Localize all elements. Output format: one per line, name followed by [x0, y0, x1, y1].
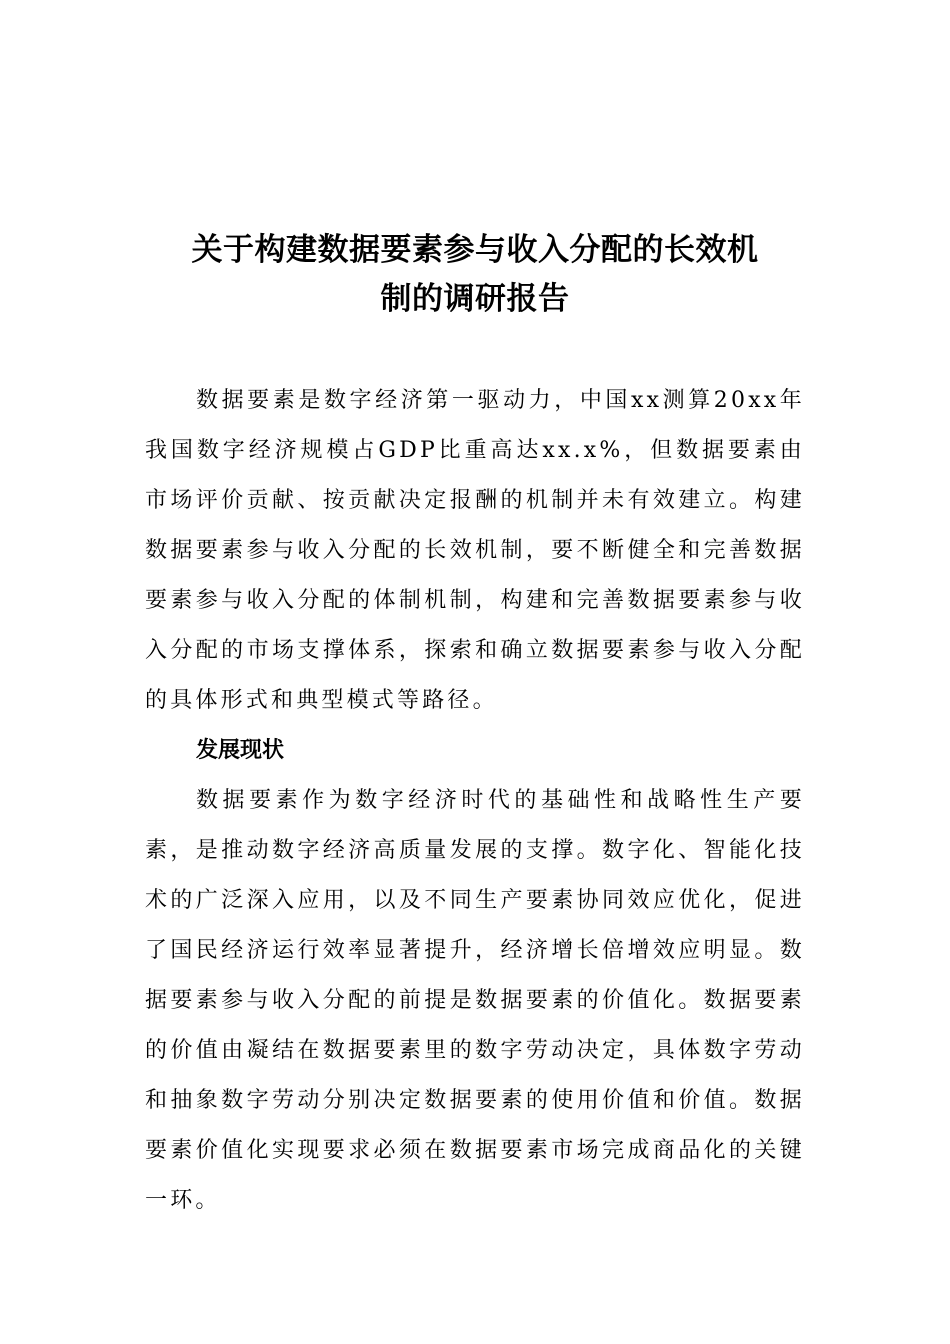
- title-line-1: 关于构建数据要素参与收入分配的长效机: [191, 232, 759, 268]
- intro-section: [145, 376, 805, 726]
- document-title: [145, 226, 805, 324]
- section-paragraph: 数据要素作为数字经济时代的基础性和战略性生产要素，是推动数字经济高质量发展的支撑。数字化、智能化技术的广泛深入应用，以及不同生产要素协同效应优化，促进了国民经济运行效率显著提升，经济增长倍增效应明显。数据要素参与收入分配的前提是数据要素的价值化。数据要素的价值由凝结在数据要素里的数字劳动决定，具体数字劳动和抽象数字劳动分别决定数据要素的使用价值和价值。数据要素价值化实现要求必须在数据要素市场完成商品化的关键一环。: [145, 788, 805, 1213]
- section-heading: 发展现状: [196, 738, 285, 763]
- development-status-section: [145, 726, 805, 1226]
- intro-paragraph: 数据要素是数字经济第一驱动力，中国xx测算20xx年我国数字经济规模占GDP比重高达xx.x%，但数据要素由市场评价贡献、按贡献决定报酬的机制并未有效建立。构建数据要素参与收入分配的长效机制，要不断健全和完善数据要素参与收入分配的体制机制，构建和完善数据要素参与收入分配的市场支撑体系，探索和确立数据要素参与收入分配的具体形式和典型模式等路径。: [145, 388, 805, 713]
- title-line-2: 制的调研报告: [380, 281, 570, 317]
